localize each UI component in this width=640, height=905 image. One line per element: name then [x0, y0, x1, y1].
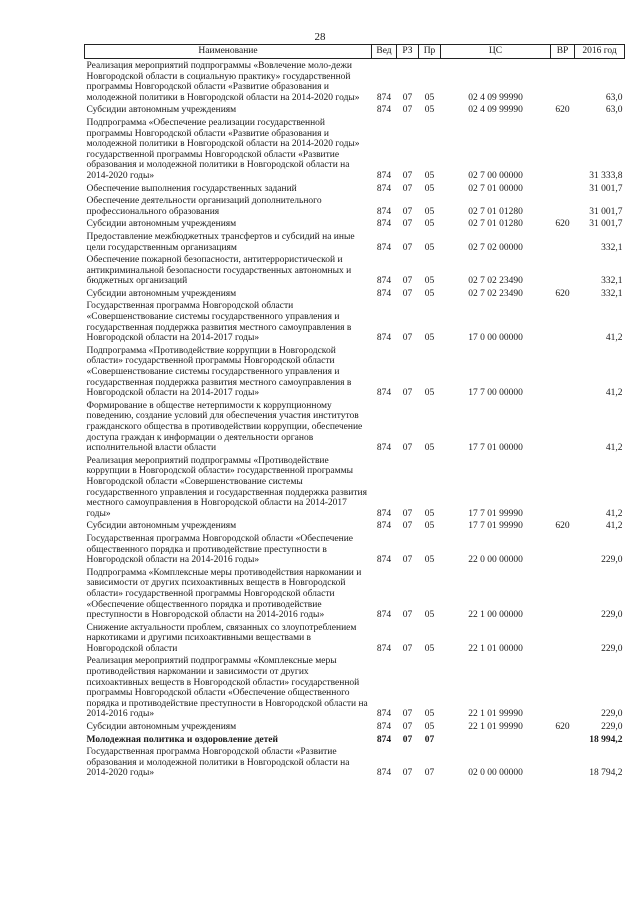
header-ved: Вед — [372, 45, 397, 59]
cell-amount: 229,0 — [601, 643, 623, 654]
cell-name: Предоставление межбюджетных трансфертов и субсидий на иные цели государственным организациям — [86, 231, 355, 253]
cell-rz: 07 — [402, 183, 413, 194]
cell-amount: 63,0 — [605, 105, 623, 116]
header-amount: 2016 год — [575, 45, 625, 59]
cell-ved: 874 — [376, 722, 392, 733]
cell-ved: 874 — [376, 333, 392, 344]
cell-rz: 07 — [402, 610, 413, 621]
cell-vr — [551, 654, 575, 720]
cell-amount: 229,0 — [601, 722, 623, 733]
header-rz: РЗ — [397, 45, 419, 59]
cell-amount: 31 333,8 — [589, 170, 623, 181]
table-row — [85, 454, 625, 520]
cell-name: Обеспечение деятельности организаций дополнительного профессионального образования — [86, 196, 322, 217]
cell-pr: 05 — [424, 206, 435, 217]
cell-pr: 05 — [424, 388, 435, 399]
cell-vr: 620 — [555, 288, 570, 299]
cell-vr: 620 — [555, 105, 570, 116]
cell-ved: 874 — [376, 105, 392, 116]
cell-rz: 07 — [402, 105, 413, 116]
cell-cs — [441, 733, 551, 746]
cell-pr: 07 — [424, 768, 435, 779]
cell-cs: 17 7 01 99990 — [468, 508, 523, 519]
cell-vr: 620 — [555, 521, 570, 532]
cell-pr: 05 — [424, 333, 435, 344]
cell-pr: 05 — [424, 508, 435, 519]
table-row — [85, 59, 625, 104]
cell-rz: 07 — [402, 643, 413, 654]
cell-ved: 874 — [376, 610, 392, 621]
table-row — [85, 182, 625, 195]
cell-cs: 22 1 01 99990 — [468, 722, 523, 733]
cell-pr: 05 — [424, 276, 435, 287]
cell-ved: 874 — [376, 709, 392, 720]
cell-vr — [551, 621, 575, 655]
cell-vr — [551, 253, 575, 287]
table-body — [85, 59, 625, 780]
table-row — [85, 532, 625, 566]
cell-amount: 332,1 — [601, 288, 623, 299]
cell-cs: 02 7 01 01280 — [468, 219, 523, 230]
cell-rz: 07 — [402, 388, 413, 399]
cell-ved: 874 — [376, 92, 392, 103]
cell-cs: 02 7 02 23490 — [468, 288, 523, 299]
cell-amount: 31 001,7 — [589, 183, 623, 194]
cell-ved: 874 — [376, 276, 392, 287]
table-row — [85, 566, 625, 621]
cell-vr — [551, 532, 575, 566]
cell-name: Формирование в обществе нетерпимости к коррупционному поведению, создание условий для обеспечения участия институтов гражданского общества в противодействии коррупции, обеспечение доступа граждан к информации о деятельности органов исполнительной власти области — [86, 400, 363, 454]
cell-ved: 874 — [376, 388, 392, 399]
cell-amount: 41,2 — [605, 388, 623, 399]
cell-cs: 17 7 00 00000 — [468, 388, 523, 399]
cell-name: Реализация мероприятий подпрограммы «Противодействие коррупции в Новгородской области» государственной программы Новгородской области «Совершенствование системы государственного управления и государственная поддержка развития местного самоуправления в Новгородской области на 2014-2017 годы» — [86, 455, 367, 519]
cell-name: Государственная программа Новгородской области «Развитие образования и молодежной политики в Новгородской области на 2014-2020 годы» — [86, 747, 350, 779]
table-row — [85, 253, 625, 287]
cell-vr — [551, 344, 575, 399]
cell-pr: 05 — [424, 521, 435, 532]
cell-ved: 874 — [376, 643, 392, 654]
cell-cs: 02 0 00 00000 — [468, 768, 523, 779]
cell-ved: 874 — [376, 768, 392, 779]
table-row — [85, 103, 625, 116]
cell-rz: 07 — [402, 709, 413, 720]
cell-name: Подпрограмма «Комплексные меры противодействия наркомании и зависимости от других психоактивных веществ в Новгородской области» государственной программы Новгородской области «Обеспечение общественного порядка и противодействие преступности в Новгородской области на 2014-2016 годы» — [86, 567, 362, 621]
cell-vr — [551, 566, 575, 621]
cell-pr: 05 — [424, 555, 435, 566]
cell-cs: 02 7 01 00000 — [468, 183, 523, 194]
cell-vr — [551, 59, 575, 104]
cell-ved: 874 — [376, 521, 392, 532]
cell-rz: 07 — [402, 443, 413, 454]
cell-amount: 63,0 — [605, 92, 623, 103]
cell-name: Снижение актуальности проблем, связанных со злоупотреблением наркотиками и другими психоактивными веществами в Новгородской области — [86, 622, 357, 654]
budget-table — [84, 44, 625, 779]
cell-ved: 874 — [376, 508, 392, 519]
cell-amount: 229,0 — [601, 555, 623, 566]
cell-name: Подпрограмма «Обеспечение реализации государственной программы Новгородской области «Развитие образования и молодежной политики в Новгородской области на 2014-2020 годы» государственной программы Новгородской области «Развитие образования и молодежной политики в Новгородской области на 2014-2020 годы» — [86, 117, 360, 181]
cell-amount: 31 001,7 — [589, 206, 623, 217]
cell-cs: 02 7 00 00000 — [468, 170, 523, 181]
cell-cs: 22 1 00 00000 — [468, 610, 523, 621]
cell-amount: 41,2 — [605, 521, 623, 532]
cell-ved: 874 — [376, 555, 392, 566]
cell-rz: 07 — [402, 734, 413, 745]
cell-name: Субсидии автономным учреждениям — [86, 521, 237, 532]
cell-amount: 229,0 — [601, 610, 623, 621]
table-row — [85, 720, 625, 733]
cell-ved: 874 — [376, 288, 392, 299]
cell-pr: 05 — [424, 443, 435, 454]
cell-cs: 17 0 00 00000 — [468, 333, 523, 344]
cell-rz: 07 — [402, 219, 413, 230]
table-header-row — [85, 45, 625, 59]
cell-vr — [551, 116, 575, 182]
cell-name: Государственная программа Новгородской области «Совершенствование системы государственного управления и государственная поддержка развития местного самоуправления в Новгородской области на 2014-2017 годы» — [86, 301, 352, 344]
table-row — [85, 654, 625, 720]
cell-rz: 07 — [402, 206, 413, 217]
table-row — [85, 230, 625, 253]
cell-cs: 02 4 09 99990 — [468, 105, 523, 116]
cell-cs: 02 4 09 99990 — [468, 92, 523, 103]
cell-pr: 05 — [424, 643, 435, 654]
cell-ved: 874 — [376, 183, 392, 194]
table-row — [85, 299, 625, 343]
cell-name: Субсидии автономным учреждениям — [86, 288, 237, 299]
cell-cs: 22 0 00 00000 — [468, 555, 523, 566]
cell-rz: 07 — [402, 276, 413, 287]
cell-pr: 05 — [424, 183, 435, 194]
cell-rz: 07 — [402, 768, 413, 779]
cell-pr: 05 — [424, 610, 435, 621]
table-row — [85, 399, 625, 454]
cell-ved: 874 — [376, 170, 392, 181]
cell-cs: 02 7 02 00000 — [468, 242, 523, 253]
cell-pr: 05 — [424, 105, 435, 116]
cell-cs: 22 1 01 00000 — [468, 643, 523, 654]
cell-pr: 05 — [424, 288, 435, 299]
table-row — [85, 519, 625, 532]
cell-vr — [551, 182, 575, 195]
cell-ved: 874 — [376, 242, 392, 253]
table-row — [85, 733, 625, 746]
cell-pr: 05 — [424, 242, 435, 253]
cell-vr — [551, 230, 575, 253]
cell-name: Обеспечение выполнения государственных заданий — [86, 183, 297, 194]
table-row — [85, 194, 625, 217]
table-row — [85, 745, 625, 779]
cell-vr — [551, 454, 575, 520]
cell-ved: 874 — [376, 734, 392, 745]
table-row — [85, 344, 625, 399]
header-vr: ВР — [551, 45, 575, 59]
cell-cs: 17 7 01 00000 — [468, 443, 523, 454]
cell-rz: 07 — [402, 555, 413, 566]
table-row — [85, 287, 625, 300]
cell-amount: 332,1 — [601, 242, 623, 253]
cell-vr — [551, 733, 575, 746]
cell-name: Реализация мероприятий подпрограммы «Вовлечение моло-дежи Новгородской области в социальную практику» государственной программы Новгородской области «Развитие образования и молодежной политики в Новгородской области на 2014-2020 годы» — [86, 61, 360, 103]
cell-vr — [551, 194, 575, 217]
cell-amount: 332,1 — [601, 276, 623, 287]
cell-vr: 620 — [555, 722, 570, 733]
cell-vr: 620 — [555, 219, 570, 230]
cell-ved: 874 — [376, 443, 392, 454]
cell-rz: 07 — [402, 242, 413, 253]
cell-amount: 41,2 — [605, 508, 623, 519]
cell-name: Подпрограмма «Противодействие коррупции в Новгородской области» государственной программы Новгородской области «Совершенствование системы государственного управления и государственная поддержка развития местного самоуправления в Новгородской области на 2014-2017 годы» — [86, 345, 352, 399]
cell-amount: 18 994,2 — [589, 734, 623, 745]
cell-amount: 18 794,2 — [589, 768, 623, 779]
cell-vr — [551, 399, 575, 454]
cell-name: Обеспечение пожарной безопасности, антитеррористической и антикриминальной безопасности государственных автономных и бюджетных организаций — [86, 255, 352, 287]
cell-amount: 31 001,7 — [589, 219, 623, 230]
header-name: Наименование — [85, 45, 372, 59]
cell-rz: 07 — [402, 521, 413, 532]
cell-rz: 07 — [402, 722, 413, 733]
cell-pr: 05 — [424, 92, 435, 103]
cell-name: Субсидии автономным учреждениям — [86, 722, 237, 733]
cell-name: Реализация мероприятий подпрограммы «Комплексные меры противодействия наркомании и зависимости от других психоактивных веществ в Новгородской области» государственной программы Новгородской области «Обеспечение общественного порядка и противодействие преступности в Новгородской области на 2014-2016 годы» — [86, 656, 368, 720]
page-number: 28 — [314, 31, 326, 43]
cell-rz: 07 — [402, 508, 413, 519]
cell-cs: 02 7 02 23490 — [468, 276, 523, 287]
cell-name: Молодежная политика и оздоровление детей — [86, 734, 278, 745]
cell-pr: 07 — [424, 734, 435, 745]
cell-rz: 07 — [402, 288, 413, 299]
cell-cs: 22 1 01 99990 — [468, 709, 523, 720]
cell-rz: 07 — [402, 333, 413, 344]
cell-amount: 41,2 — [605, 443, 623, 454]
cell-amount: 229,0 — [601, 709, 623, 720]
cell-ved: 874 — [376, 206, 392, 217]
cell-rz: 07 — [402, 170, 413, 181]
cell-amount: 41,2 — [605, 333, 623, 344]
cell-vr — [551, 745, 575, 779]
cell-name: Субсидии автономным учреждениям — [86, 105, 237, 116]
cell-cs: 02 7 01 01280 — [468, 206, 523, 217]
cell-name: Государственная программа Новгородской области «Обеспечение общественного порядка и противодействие преступности в Новгородской области на 2014-2016 годы» — [86, 533, 354, 566]
cell-pr: 05 — [424, 722, 435, 733]
table-row — [85, 116, 625, 182]
header-cs: ЦС — [441, 45, 551, 59]
header-pr: Пр — [419, 45, 441, 59]
cell-rz: 07 — [402, 92, 413, 103]
cell-cs: 17 7 01 99990 — [468, 521, 523, 532]
table-row — [85, 621, 625, 655]
cell-pr: 05 — [424, 709, 435, 720]
cell-vr — [551, 299, 575, 343]
cell-pr: 05 — [424, 219, 435, 230]
table-row — [85, 217, 625, 230]
cell-pr: 05 — [424, 170, 435, 181]
cell-name: Субсидии автономным учреждениям — [86, 219, 237, 230]
cell-ved: 874 — [376, 219, 392, 230]
